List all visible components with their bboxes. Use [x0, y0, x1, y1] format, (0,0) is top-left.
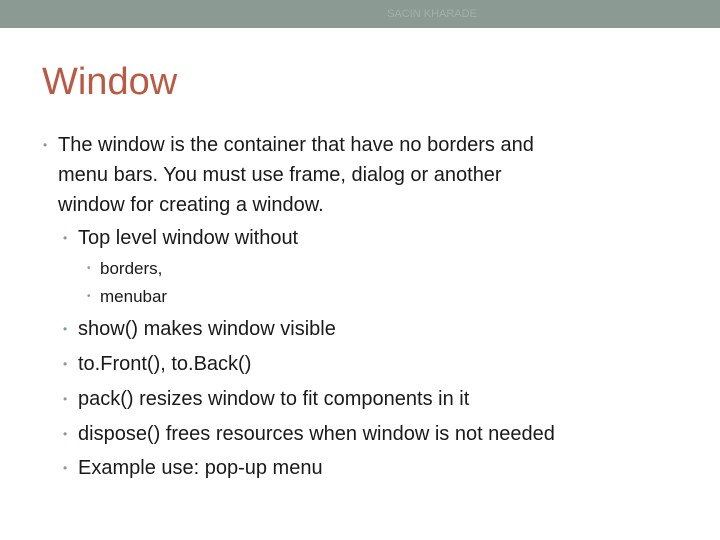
- bullet-marker: •: [87, 263, 91, 274]
- bullet-item: [63, 453, 323, 483]
- bullet-text: window for creating a window.: [58, 194, 324, 216]
- bullet-marker: •: [63, 392, 68, 406]
- bullet-item: [87, 284, 168, 310]
- slide-author-label: SACIN KHARADE: [387, 8, 477, 20]
- bullet-continuation: [58, 190, 324, 220]
- bullet-marker: •: [63, 322, 68, 336]
- slide-title: Window: [42, 61, 178, 103]
- bullet-item: [87, 256, 163, 282]
- bullet-item: [63, 384, 470, 414]
- bullet-text: pack() resizes window to fit components in it: [78, 388, 470, 410]
- bullet-continuation: [58, 160, 502, 190]
- bullet-marker: •: [43, 138, 48, 152]
- bullet-text: menubar: [100, 287, 168, 306]
- bullet-item: [63, 419, 555, 449]
- bullet-text: to.Front(), to.Back(): [78, 353, 252, 375]
- bullet-marker: •: [63, 357, 68, 371]
- bullet-text: The window is the container that have no borders and: [58, 134, 534, 156]
- bullet-marker: •: [63, 427, 68, 441]
- bullet-marker: •: [87, 291, 91, 302]
- bullet-item: [43, 130, 534, 160]
- bullet-item: [63, 349, 252, 379]
- bullet-marker: •: [63, 231, 68, 245]
- bullet-text: menu bars. You must use frame, dialog or another: [58, 164, 502, 186]
- bullet-text: borders,: [100, 259, 163, 278]
- bullet-text: dispose() frees resources when window is not needed: [78, 423, 555, 445]
- bullet-text: Example use: pop-up menu: [78, 457, 323, 479]
- bullet-item: [63, 314, 336, 344]
- bullet-marker: •: [63, 461, 68, 475]
- bullet-text: show() makes window visible: [78, 318, 336, 340]
- bullet-text: Top level window without: [78, 227, 299, 249]
- bullet-item: [63, 223, 299, 253]
